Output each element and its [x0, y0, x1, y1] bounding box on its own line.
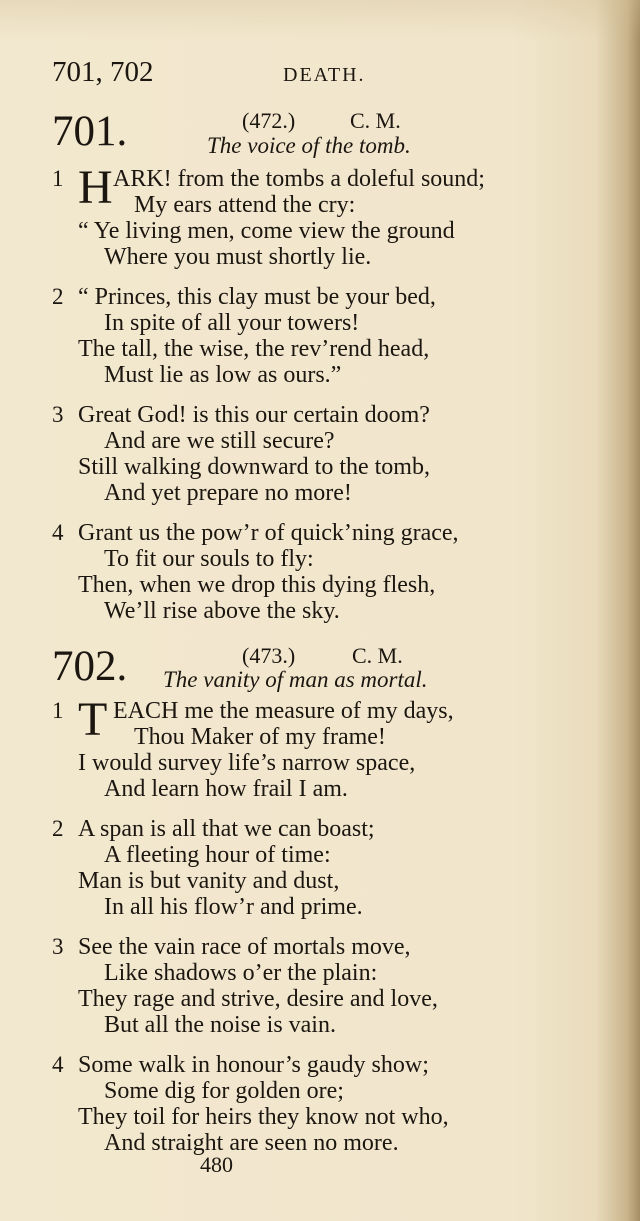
line-text: Still walking downward to the tomb,: [78, 454, 430, 480]
header-page-numbers: 701, 702: [52, 56, 154, 88]
line-text: In spite of all your towers!: [104, 310, 360, 336]
verse-number: 1: [52, 698, 64, 723]
line-text: And learn how frail I am.: [104, 776, 348, 802]
line-text: Thou Maker of my frame!: [134, 724, 386, 750]
hymn-number: 702.: [52, 643, 128, 690]
hymn-tune-reference: (472.): [242, 108, 296, 133]
line-text: Great God! is this our certain doom?: [78, 402, 430, 428]
line-text: But all the noise is vain.: [104, 1012, 336, 1038]
line-text: My ears attend the cry:: [134, 192, 356, 218]
line-text: In all his flow’r and prime.: [104, 894, 363, 920]
line-text: They toil for heirs they know not who,: [78, 1104, 449, 1130]
verse-number: 2: [52, 284, 64, 309]
line-text: Some dig for golden ore;: [104, 1078, 344, 1104]
hymn-subtitle: The vanity of man as mortal.: [163, 667, 428, 692]
line-text: Grant us the pow’r of quick’ning grace,: [78, 520, 459, 546]
verse-number: 3: [52, 402, 64, 427]
line-text: Man is but vanity and dust,: [78, 868, 340, 894]
line-text: ARK! from the tombs a doleful sound;: [113, 166, 485, 192]
hymn-meter: C. M.: [350, 108, 401, 133]
drop-capital: H: [78, 161, 113, 214]
header-section-title: DEATH.: [283, 64, 366, 86]
line-text: The tall, the wise, the rev’rend head,: [78, 336, 430, 362]
line-text: See the vain race of mortals move,: [78, 934, 411, 960]
line-text: To fit our souls to fly:: [104, 546, 314, 572]
page-top-shading: [0, 0, 640, 40]
line-text: Where you must shortly lie.: [104, 244, 372, 270]
verse-number: 3: [52, 934, 64, 959]
line-text: They rage and strive, desire and love,: [78, 986, 438, 1012]
hymn-number: 701.: [52, 108, 128, 155]
footer-page-number: 480: [200, 1152, 233, 1177]
line-text: Some walk in honour’s gaudy show;: [78, 1052, 429, 1078]
verse-number: 2: [52, 816, 64, 841]
verse-number: 4: [52, 1052, 64, 1077]
line-text: And straight are seen no more.: [104, 1130, 399, 1156]
line-text: Like shadows o’er the plain:: [104, 960, 378, 986]
line-text: Must lie as low as ours.”: [104, 362, 342, 388]
line-text: And yet prepare no more!: [104, 480, 352, 506]
line-text: A fleeting hour of time:: [104, 842, 331, 868]
line-text: I would survey life’s narrow space,: [78, 750, 416, 776]
line-text: And are we still secure?: [104, 428, 335, 454]
drop-capital: T: [78, 693, 108, 746]
line-text: A span is all that we can boast;: [78, 816, 375, 842]
hymn-meter: C. M.: [352, 643, 403, 668]
line-text: “ Ye living men, come view the ground: [78, 218, 455, 244]
verse-number: 1: [52, 166, 64, 191]
hymn-subtitle: The voice of the tomb.: [207, 133, 411, 158]
verse-number: 4: [52, 520, 64, 545]
running-header: [0, 56, 640, 96]
line-text: “ Princes, this clay must be your bed,: [78, 284, 436, 310]
line-text: EACH me the measure of my days,: [113, 698, 454, 724]
line-text: We’ll rise above the sky.: [104, 598, 340, 624]
line-text: Then, when we drop this dying flesh,: [78, 572, 436, 598]
hymn-tune-reference: (473.): [242, 643, 296, 668]
